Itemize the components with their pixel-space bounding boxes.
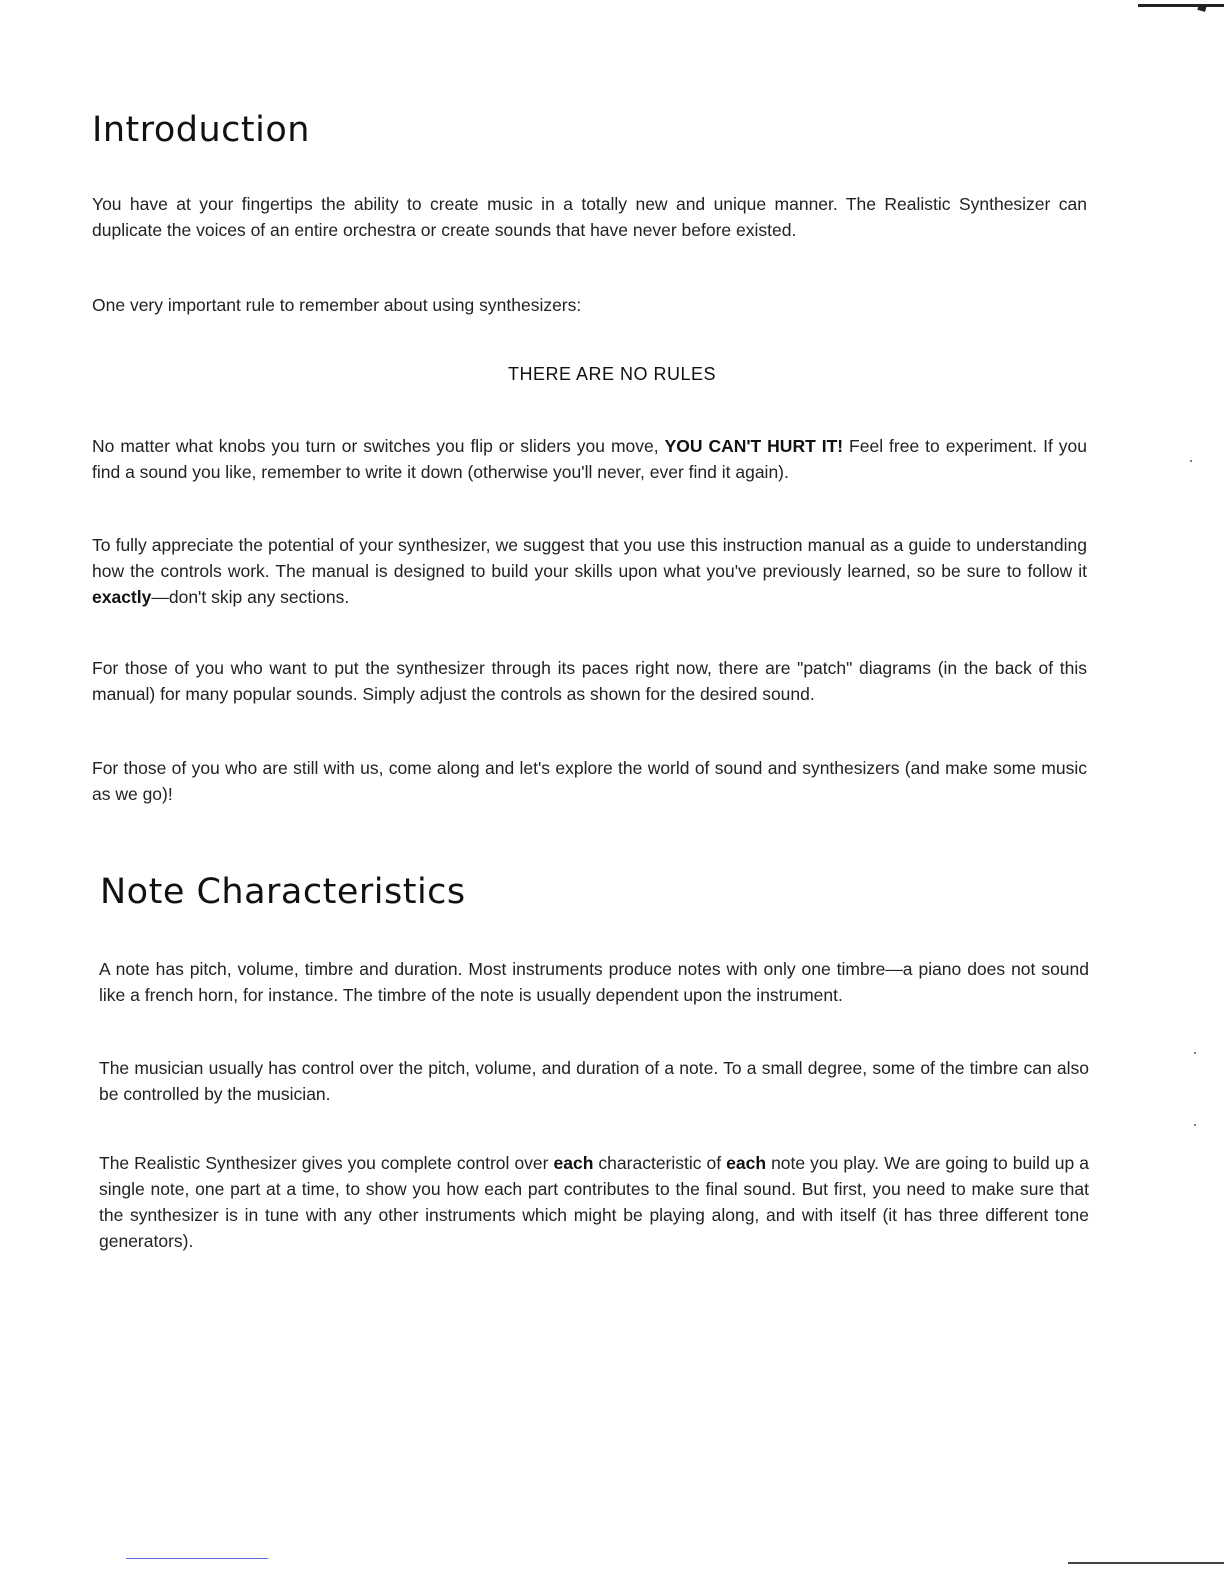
intro-paragraph-manual-guide bbox=[92, 532, 1087, 610]
intro-paragraph-patch-diagrams: For those of you who want to put the synthesizer through its paces right now, there are "patch" diagrams (in the back of this manual) for many popular sounds. Simply adjust the controls as shown for the desired sound. bbox=[92, 658, 1087, 704]
p10-text-a: The Realistic Synthesizer gives you complete control over bbox=[99, 1153, 554, 1173]
intro-paragraph-1: You have at your fingertips the ability to create music in a totally new and unique manner. The Realistic Synthesizer can duplicate the voices of an entire orchestra or create sounds that have never before existed. bbox=[92, 194, 1087, 240]
intro-paragraph-cant-hurt bbox=[92, 433, 1087, 485]
p5-text-before: To fully appreciate the potential of your synthesizer, we suggest that you use this instruction manual as a guide to understanding how the controls work. The manual is designed to build your skills upon what you've previously learned, so be sure to follow it bbox=[92, 535, 1087, 581]
p10-text-b: characteristic of bbox=[593, 1153, 727, 1173]
scan-speck bbox=[1190, 460, 1192, 462]
scan-speck bbox=[1194, 1052, 1196, 1054]
no-rules-callout: THERE ARE NO RULES bbox=[507, 364, 717, 384]
note-paragraph-musician-control: The musician usually has control over the pitch, volume, and duration of a note. To a small degree, some of the timbre can also be controlled by the musician. bbox=[99, 1058, 1089, 1104]
note-characteristics-heading: Note Characteristics bbox=[100, 872, 466, 912]
footnote-rule bbox=[126, 1558, 268, 1559]
intro-paragraph-explore: For those of you who are still with us, come along and let's explore the world of sound and synthesizers (and make some music as we go)! bbox=[92, 758, 1087, 804]
introduction-heading: Introduction bbox=[92, 110, 310, 150]
exactly-emphasis: exactly bbox=[92, 587, 152, 607]
cant-hurt-it-emphasis: YOU CAN'T HURT IT! bbox=[664, 436, 844, 456]
p4-text-after: Feel free to experiment. If you find a sound you like, remember to write it down (otherwise you'll never, ever find it again). bbox=[92, 436, 1087, 482]
p10-text-c: note you play. We are going to build up a single note, one part at a time, to show you how each part contributes to the final sound. But first, you need to make sure that the synthesizer is in tune with any other instruments which might be playing along, and with itself (it has three different tone generators). bbox=[99, 1153, 1089, 1251]
scan-speck bbox=[1194, 1124, 1196, 1126]
p5-text-after: —don't skip any sections. bbox=[151, 587, 350, 607]
note-paragraph-complete-control bbox=[99, 1150, 1089, 1254]
note-paragraph-timbre: A note has pitch, volume, timbre and duration. Most instruments produce notes with only one timbre—a piano does not sound like a french horn, for instance. The timbre of the note is usually dependent upon the instrument. bbox=[99, 959, 1089, 1005]
each-emphasis-2: each bbox=[726, 1153, 767, 1173]
scan-artifact-top-right bbox=[1138, 4, 1224, 7]
intro-paragraph-rule-lead: One very important rule to remember about using synthesizers: bbox=[92, 295, 582, 315]
each-emphasis-1: each bbox=[553, 1153, 594, 1173]
scan-artifact-bottom-right bbox=[1068, 1562, 1224, 1564]
p4-text-before: No matter what knobs you turn or switches you flip or sliders you move, bbox=[92, 436, 665, 456]
